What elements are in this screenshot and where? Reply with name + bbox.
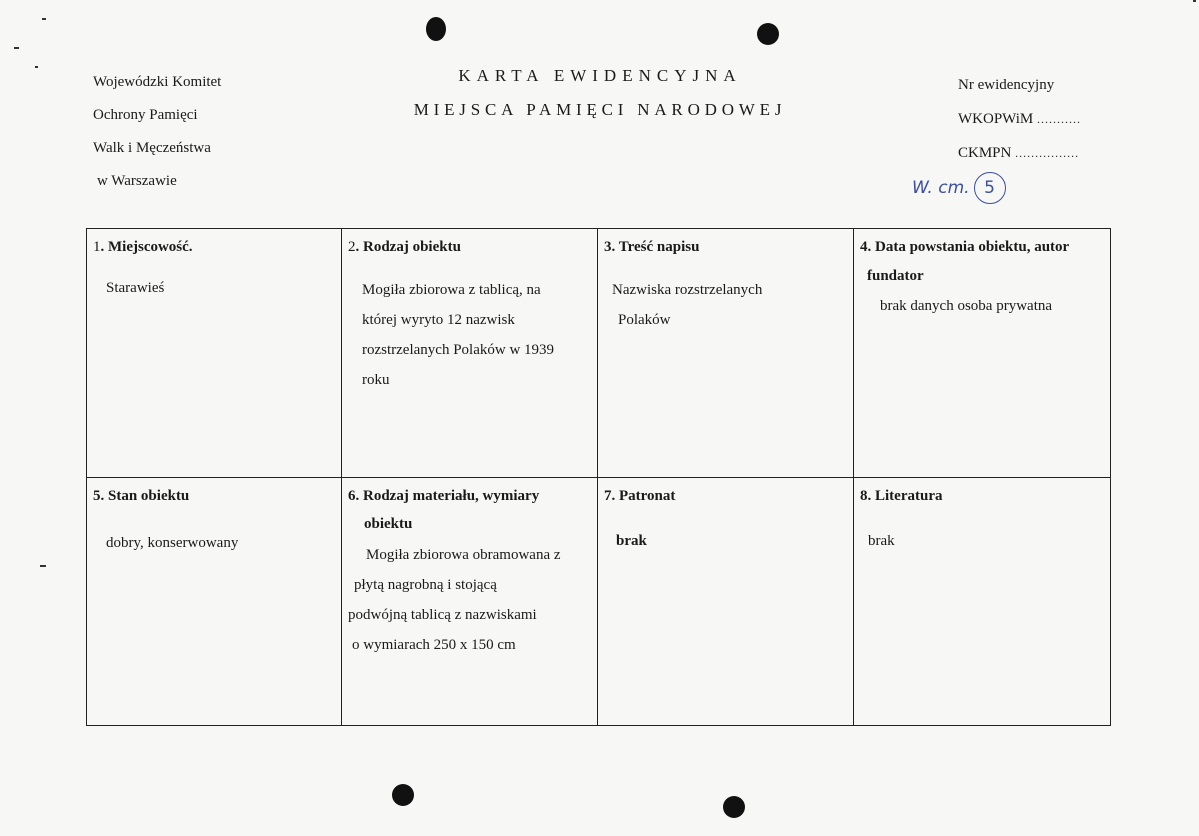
cell-label: 7. Patronat [604, 488, 676, 504]
cell-number: 2 [348, 239, 356, 255]
punch-hole [723, 796, 745, 818]
ckmpn-label: CKMPN [958, 145, 1012, 161]
title-line-2: MIEJSCA PAMIĘCI NARODOWEJ [413, 100, 787, 119]
cell-label: 8. Literatura [860, 488, 943, 504]
cell-header [342, 229, 597, 261]
wkopwim-dots: ........... [1036, 112, 1081, 126]
punch-hole [392, 784, 414, 806]
cell-label: 6. Rodzaj materiału, wymiary [348, 488, 540, 504]
text-line: płytą nagrobną i stojącą [354, 577, 497, 593]
issuer-line: Wojewódzki Komitet [93, 74, 222, 90]
wkopwim-label: WKOPWiM [958, 111, 1034, 127]
speck [35, 66, 38, 68]
speck [42, 18, 46, 20]
document-title [330, 64, 870, 122]
object-type-value [342, 261, 597, 395]
patronage-value: brak [616, 533, 647, 549]
text-line: roku [362, 372, 390, 388]
cell-locality [87, 229, 342, 478]
locality-value: Starawieś [106, 280, 165, 296]
wkopwim-field [958, 102, 1081, 136]
record-table [86, 228, 1111, 726]
cell-material [342, 478, 598, 726]
punch-hole [757, 23, 779, 45]
text-line: której wyryto 12 nazwisk [362, 312, 515, 328]
text-line: o wymiarach 250 x 150 cm [352, 637, 516, 653]
cell-label: 3. Treść napisu [604, 239, 700, 255]
material-value [342, 538, 597, 660]
cell-literature [854, 478, 1111, 726]
handwritten-note [912, 172, 1006, 204]
issuer-line: Walk i Męczeństwa [93, 140, 211, 156]
text-line: Mogiła zbiorowa obramowana z [366, 547, 561, 563]
registry-number-label: Nr ewidencyjny [958, 77, 1055, 93]
text-line: Nazwiska rozstrzelanych [612, 282, 763, 298]
cell-label: . Rodzaj obiektu [355, 239, 461, 255]
speck [40, 565, 46, 567]
issuer-line: Ochrony Pamięci [93, 107, 198, 123]
ckmpn-field [958, 136, 1081, 170]
text-line: Polaków [618, 312, 671, 328]
cell-label-continued: fundator [867, 268, 924, 284]
literature-value: brak [868, 533, 895, 549]
cell-condition [87, 478, 342, 726]
cell-label-continued: obiektu [364, 516, 413, 532]
cell-object-type [342, 229, 598, 478]
cell-creation-date [854, 229, 1111, 478]
inscription-value [598, 261, 853, 335]
cell-label: . Miejscowość. [100, 239, 193, 255]
text-line: podwójną tablicą z nazwiskami [348, 607, 537, 623]
cell-inscription [598, 229, 854, 478]
issuer-block [93, 66, 221, 198]
text-line: rozstrzelanych Polaków w 1939 [362, 342, 555, 358]
punch-hole [426, 17, 446, 41]
circled-number: 5 [974, 172, 1006, 204]
title-line-1: KARTA EWIDENCYJNA [458, 66, 742, 85]
ckmpn-dots: ................ [1015, 146, 1080, 160]
cell-header [87, 229, 341, 261]
speck [1193, 0, 1196, 2]
registry-block [958, 68, 1081, 170]
cell-label: 4. Data powstania obiektu, autor [860, 239, 1070, 255]
creation-date-value: brak danych osoba prywatna [880, 298, 1053, 314]
issuer-line: w Warszawie [97, 173, 177, 189]
speck [14, 47, 19, 49]
cell-label: 5. Stan obiektu [93, 488, 190, 504]
text-line: Mogiła zbiorowa z tablicą, na [362, 282, 541, 298]
cell-number: 1 [93, 239, 101, 255]
condition-value: dobry, konserwowany [106, 535, 239, 551]
cell-patronage [598, 478, 854, 726]
handwritten-text: W. cm. [912, 178, 970, 198]
